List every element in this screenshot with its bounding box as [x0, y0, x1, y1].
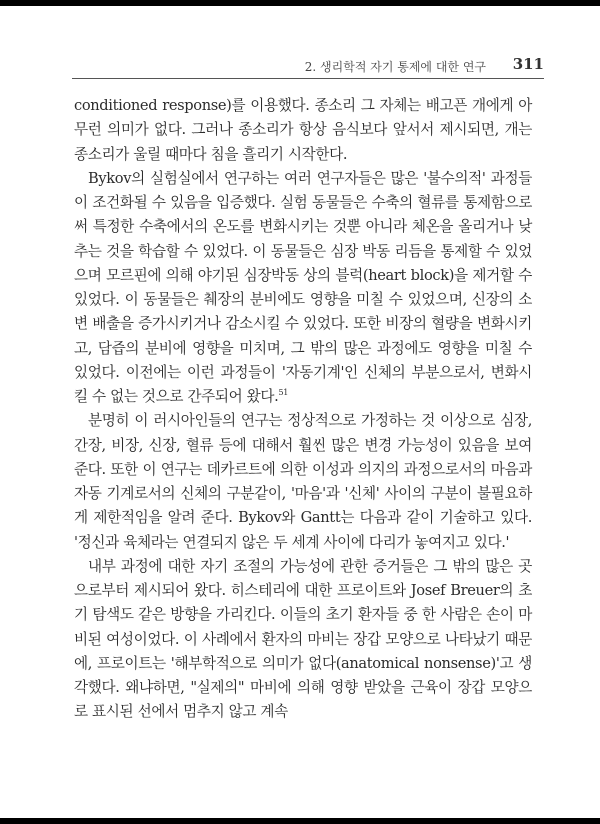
top-border: [0, 0, 600, 6]
running-head: 2. 생리학적 자기 통제에 대한 연구: [304, 60, 486, 74]
paragraph-text: 분명히 이 러시아인들의 연구는 정상적으로 가정하는 것 이상으로 심장, 간장, 비장, 신장, 혈류 등에 대해서 훨씬 많은 변경 가능성이 있음을 보여 준다. 또한 이 연구는 데카르트에 의한 이성과 의지의 과정으로서의 마음과 자동 기계로서의 신체의 구분같이, '마음'과 '신체' 사이의 구분이 불필요하게 제한적임을 알려 준다. Bykov와 Gantt는 다음과 같이 기술하고 있다. '정신과 육체라는 연결되지 않은 두 세계 사이에 다리가 놓여지고 있다.': [74, 412, 532, 551]
paragraph: [74, 409, 532, 555]
paragraph-text: 내부 과정에 대한 자기 조절의 가능성에 관한 증거들은 그 밖의 많은 곳으로부터 제시되어 왔다. 히스테리에 대한 프로이트와 Josef Breuer의 초기 탐색도 같은 방향을 가리킨다. 이들의 초기 환자들 중 한 사람은 손이 마비된 여성이었다. 이 사례에서 환자의 마비는 장갑 모양으로 나타났기 때문에, 프로이트는 '해부학적으로 의미가 없다(anatomical nonsense)'고 생각했다. 왜냐하면, "실제의" 마비에 의해 영향 받았을 근육이 장갑 모양으로 표시된 선에서 멈추지 않고 계속: [74, 557, 532, 721]
paragraph: [74, 94, 532, 167]
body-text: [74, 94, 532, 725]
page-number: 311: [512, 55, 544, 73]
footnote-marker: 51: [278, 388, 288, 398]
bottom-border: [0, 818, 600, 824]
paragraph: [74, 167, 532, 410]
paragraph-text: Bykov의 실험실에서 연구하는 여러 연구자들은 많은 '불수의적' 과정들이 조건화될 수 있음을 입증했다. 실험 동물들은 수축의 혈류를 통제함으로써 특정한 수축에서의 온도를 변화시키는 것뿐 아니라 체온을 올리거나 낮추는 것을 학습할 수 있었다. 이 동물들은 심장 박동 리듬을 통제할 수 있었으며 모르핀에 의해 야기된 심장박동 상의 블럭(heart block)을 제거할 수 있었다. 이 동물들은 췌장의 분비에도 영향을 미칠 수 있었으며, 신장의 소변 배출을 증가시키거나 감소시킬 수 있었다. 또한 비장의 혈량을 변화시키고, 담즙의 분비에 영향을 미치며, 그 밖의 많은 과정에도 영향을 미칠 수 있었다. 이전에는 이런 과정들이 '자동기계'인 신체의 부분으로서, 변화시킬 수 없는 것으로 간주되어 왔다.: [74, 169, 532, 405]
page-header: [72, 54, 544, 79]
paragraph: [74, 555, 532, 725]
paragraph-text: conditioned response)를 이용했다. 종소리 그 자체는 배고픈 개에게 아무런 의미가 없다. 그러나 종소리가 항상 음식보다 앞서서 제시되면, 개는 종소리가 울릴 때마다 침을 흘리기 시작한다.: [74, 97, 532, 163]
